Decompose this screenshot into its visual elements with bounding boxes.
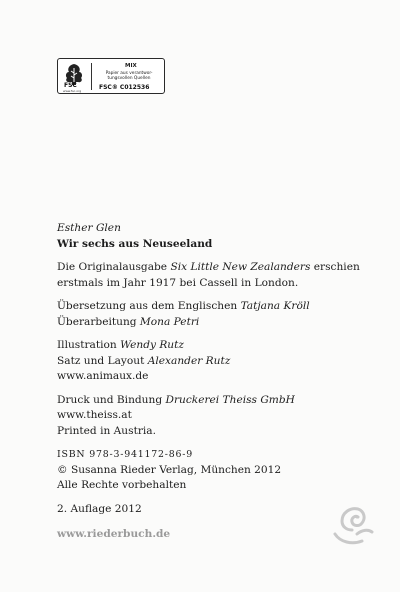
layouter: Alexander Rutz: [147, 354, 231, 367]
revision-label: Überarbeitung: [57, 315, 140, 328]
translator: Tatjana Kröll: [240, 300, 310, 312]
translation-credit: [57, 299, 357, 315]
original-title: Six Little New Zealanders: [170, 261, 311, 273]
printer-url: www.theiss.at: [57, 409, 132, 421]
fsc-code: FSC® C012536: [99, 83, 150, 91]
original-suffix: erschien: [310, 261, 360, 273]
layout-label: Satz und Layout: [57, 354, 148, 367]
fsc-mark-text: FSC: [64, 82, 77, 89]
isbn: ISBN 978-3-941172-86-9: [57, 449, 194, 460]
illustrator: Wendy Rutz: [120, 339, 184, 351]
original-edition-line2: erstmals im Jahr 1917 bei Cassell in London.: [57, 276, 299, 289]
copyright: © Susanna Rieder Verlag, München 2012: [57, 463, 282, 476]
fsc-divider: [91, 63, 92, 90]
publisher-website: www.riederbuch.de: [57, 528, 171, 540]
layout-credit: [57, 354, 357, 370]
reviser: Mona Petri: [139, 315, 200, 328]
illustration-label: Illustration: [57, 339, 121, 351]
original-prefix: Die Originalausgabe: [57, 261, 171, 273]
edition: 2. Auflage 2012: [57, 502, 142, 515]
rights: Alle Rechte vorbehalten: [57, 479, 187, 491]
illustration-credit: [57, 338, 357, 354]
printer: Druckerei Theiss GmbH: [165, 393, 295, 406]
author: Esther Glen: [57, 222, 121, 234]
original-edition-line1: [57, 260, 360, 276]
imprint-text: [57, 221, 360, 517]
fsc-label: [57, 58, 165, 94]
translation-label: Übersetzung aus dem Englischen: [57, 300, 241, 312]
fsc-description-line2: tungsvollen Quellen: [107, 76, 151, 81]
fsc-mix: MIX: [125, 63, 137, 69]
fsc-url: www.fsc.org: [63, 89, 82, 93]
revision-credit: [57, 315, 357, 331]
layout-url: www.animaux.de: [57, 370, 149, 382]
printing-label: Druck und Bindung: [57, 393, 166, 406]
book-title: Wir sechs aus Neuseeland: [57, 237, 213, 250]
printing-credit: [57, 393, 357, 409]
fsc-description: [95, 71, 163, 81]
fsc-description-line1: Papier aus verantwor-: [105, 71, 153, 76]
printed-in: Printed in Austria.: [57, 424, 156, 437]
smiling-bird-icon: [326, 496, 376, 548]
